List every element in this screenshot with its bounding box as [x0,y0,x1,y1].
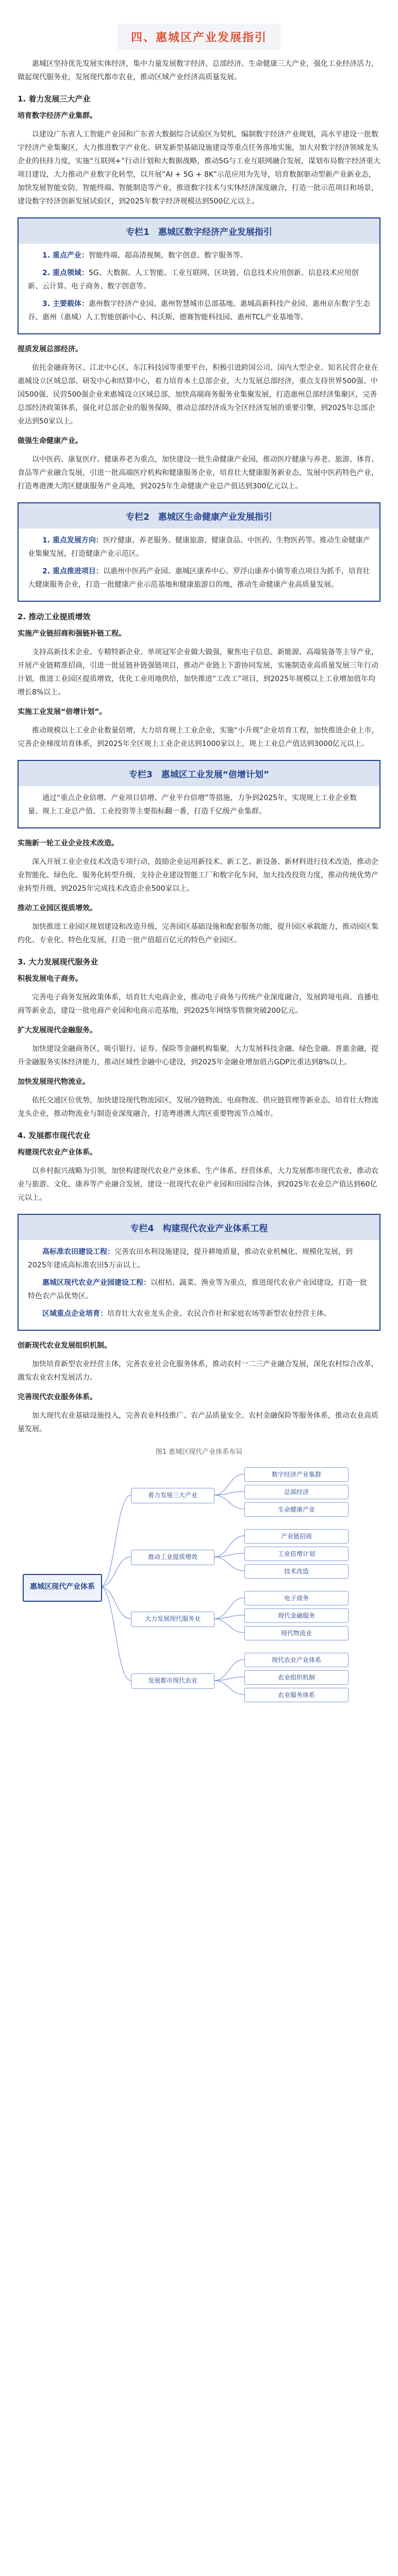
column-box-1-item-label: 2. 重点领域： [42,269,89,277]
column-box-4-item-label: 惠城区现代农业产业园建设工程： [42,1279,151,1287]
column-box-2-item [28,534,370,561]
column-box-4-item-label: 区域重点企业培育： [42,1310,107,1318]
diagram-leaf-node: 农业组织机制 [244,1670,349,1685]
part3-sub2-heading: 扩大发展现代金融服务。 [18,1026,97,1035]
column-box-2-title: 专栏2 惠城区生命健康产业发展指引 [19,503,379,529]
column-box-4-item-label: 高标准农田建设工程： [42,1248,114,1256]
intro-paragraph: 惠城区坚持优先发展实体经济，集中力量发展数字经济、总部经济、生命健康三大产业，强化工业经济活力，做起现代服务业，发展现代都市农业，推动区域产业经济高质量发展。 [18,60,378,81]
diagram-connector [213,1557,244,1571]
part1-sub3-text: 以中医药、康复医疗、健康养老为重点，加快建设一批生命健康产业园，推动医疗健康与养老、旅游、体育、食品等产业融合发展，引进一批高端医疗机构和健康服务企业，培育壮大健康服务新业态，发展中医药特色产业，打造粤港澳大湾区健康服务产业高地，到2025年生命健康产业总产值达到300亿元以上。 [18,455,378,490]
column-box-1-item-text: 惠州数字经济产业园、惠州智慧城市总部基地、惠城高新科技产业园、惠州京东数字生态谷、惠州（惠城）人工智能创新中心、科沃斯、德赛智能科技园、惠州TCL产业基地等。 [28,300,370,321]
column-box-3 [18,760,380,828]
diagram-connector [100,1557,131,1587]
column-box-3-text: 通过“重点企业倍增、产业项目倍增、产业平台倍增”等措施，力争到2025年，实现规上工业企业数量、规上工业总产值、工业投资等主要指标翻一番，打造千亿级产业集群。 [28,794,357,816]
column-box-4-item [28,1276,370,1303]
part4-sub3-heading: 完善现代农业服务体系。 [18,1393,97,1401]
diagram-leaf-node: 现代金融服务 [244,1608,349,1623]
part1-heading: 1. 着力发展三大产业 [18,94,91,104]
part4-sub1-heading: 构建现代农业产业体系。 [18,1148,97,1157]
section-title: 四、惠城区产业发展指引 [118,24,280,50]
diagram-leaf-node: 农业服务体系 [244,1688,349,1702]
part1-sub2-heading: 提质发展总部经济。 [18,345,82,353]
section-title-wrap [18,0,380,50]
diagram-connector [213,1495,244,1509]
part2-sub3-text: 深入开展工业企业技术改造专项行动，鼓励企业运用新技术、新工艺、新设备、新材料进行技术改造，推动企业智能化、绿色化、服务化转型升级，支持企业建设智能工厂和数字化车间，加大技改投资力度，推动传统优势产业转型升级，到2025年完成技术改造企业500家以上。 [18,858,378,893]
column-box-3-title: 专栏3 惠城区工业发展“倍增计划” [19,761,379,786]
column-box-4-title: 专栏4 构建现代农业产业体系工程 [19,1215,379,1240]
column-box-1-item [28,249,370,262]
diagram-branch-node: 推动工业提质增效 [131,1550,214,1565]
diagram-branch-node: 发展都市现代农业 [131,1673,214,1689]
part3-sub2-text: 加快建设金融商务区，吸引银行、证券、保险等金融机构集聚，大力发展科技金融、绿色金融、普惠金融，提升金融服务实体经济能力，推动区域性金融中心建设，到2025年金融业增加值占GDP比重达到8%以上。 [18,1045,378,1066]
part1-sub2-text: 依托金融商务区、江北中心区、东江科技园等重要平台，积极引进跨国公司、国内大型企业、知名民营企业在惠城设立区域总部、研发中心和结算中心，着力培育本土总部企业，大力发展总部经济，重点支持世界500强、中国500强、民营500强企业来惠城设立区域总部，加快高端商务服务业集聚发展，打造惠州总部经济集聚区，完善总部经济政策体系，强化对总部企业的服务保障，推动总部经济成为全区经济发展的重要引擎，到2025年总部企业达到50家以上。 [18,364,378,426]
part2-sub2-heading: 实施工业发展“倍增计划”。 [18,708,107,716]
part2-sub4-text: 加快推进工业园区规划建设和改造升级，完善园区基础设施和配套服务功能，提升园区承载能力，推动园区集约化、专业化、特色化发展，打造一批产值超百亿元的特色产业园区。 [18,923,378,944]
diagram-leaf-node: 技术改造 [244,1564,349,1579]
part4-sub3-text: 加大现代农业基础设施投入，完善农业科技推广、农产品质量安全、农村金融保险等服务体系，推动农业高质量发展。 [18,1412,378,1433]
diagram-connector [100,1587,131,1681]
column-box-4-item [28,1245,370,1272]
column-box-2-item [28,565,370,591]
column-box-4-item-text: 培育壮大农业龙头企业、农民合作社和家庭农场等新型农业经营主体。 [107,1310,331,1318]
column-box-1-item-label: 3. 主要载体： [42,300,89,308]
column-box-2-item-label: 1. 重点发展方向： [42,536,103,545]
diagram-root-node: 惠城区现代产业体系 [23,1574,102,1602]
diagram-branch-node: 大力发展现代服务业 [131,1612,214,1627]
part4-heading: 4. 发展都市现代农业 [18,1131,91,1140]
column-box-4 [18,1214,380,1331]
column-box-1-item [28,297,370,324]
diagram-connector [100,1495,131,1587]
diagram-leaf-node: 电子商务 [244,1591,349,1605]
column-box-1-item [28,266,370,293]
diagram-leaf-node: 现代农业产业体系 [244,1653,349,1667]
diagram-connector [100,1587,131,1619]
part3-sub1-heading: 积极发展电子商务。 [18,975,82,983]
column-box-2-item-text: 以惠州中医药产业园、惠城区康养中心、罗浮山康养小镇等重点项目为抓手，培育壮大健康服务企业，打造一批健康产业示范基地和健康旅游目的地，推动生命健康产业高质量发展。 [28,567,370,589]
diagram-leaf-node: 产业链招商 [244,1529,349,1544]
column-box-2 [18,502,380,602]
diagram-leaf-node: 数字经济产业集群 [244,1467,349,1482]
part3-sub1-text: 完善电子商务发展政策体系，培育壮大电商企业，推动电子商务与传统产业深度融合，发展跨境电商、直播电商等新业态，建设一批电商产业园和电商示范基地，到2025年网络零售额突破200亿元。 [18,993,378,1015]
part2-sub1-heading: 实施产业链招商和强链补链工程。 [18,630,126,638]
column-box-1-item-text: 5G、大数据、人工智能、工业互联网、区块链、信息技术应用创新、信息技术应用创新、云计算、电子商务、数字创意等。 [28,269,359,291]
diagram-leaf-node: 现代物流业 [244,1626,349,1640]
figure-title: 图1 惠城区现代产业体系布局 [155,1448,243,1456]
part4-sub1-text: 以乡村振兴战略为引领，加快构建现代农业产业体系、生产体系、经营体系，大力发展都市现代农业，推动农业与旅游、文化、康养等产业融合发展，建设一批现代农业产业园和田园综合体，到2025年农业总产值达到60亿元以上。 [18,1167,378,1202]
column-box-2-item-label: 2. 重点推进项目： [42,567,103,575]
part2-sub3-heading: 实施新一轮工业企业技术改造。 [18,839,119,848]
diagram-branch-node: 着力发展三大产业 [131,1488,214,1503]
part1-sub1-text: 以建设广东省人工智能产业园和广东省大数据综合试验区为契机，编制数字经济产业规划，高水平建设一批数字经济产业集聚区，大力推进数字产业化、研发新型基础设施建设等重点任务落地实施，加大对数字经济领域龙头企业的扶持力度，实施“互联网+”行动计划和大数据战略，推动5G与工业互联网融合发展，谋划布局数字经济重大项目建设，大力推动产业数字化转型，以开展“AI + 5G + 8K”示范应用为先导，培育数据驱动型新产业新业态，加快发展智能安防、智能终端、智能制造等产业，推进数字技术与实体经济深度融合，打造一批示范项目和场景，建设数字经济创新发展试验区，到2025年数字经济规模达到500亿元以上。 [18,130,380,206]
column-box-1-item-text: 智能终端、超高清视频、数字创意、数字服务等。 [88,251,247,260]
diagram-connector [213,1681,244,1694]
part2-sub2-text: 推动规模以上工业企业数量倍增，大力培育规上工业企业，实施“小升规”企业培育工程，加快推进企业上市，完善企业梯度培育体系，到2025年全区规上工业企业达到1000家以上，规上工业总产值达到3000亿元以上。 [18,726,379,748]
part1-sub3-heading: 做强生命健康产业。 [18,437,82,445]
column-box-2-item-text: 医疗健康、养老服务、健康旅游、健康食品、中医药、生物医药等。推动生命健康产业集聚发展，打造健康产业示范区。 [28,536,370,558]
column-box-4-item-text: 完善农田水利设施建设，提升耕地质量，推动农业机械化、规模化发展，到2025年建成高标准农田5万亩以上。 [28,1248,353,1269]
column-box-4-item [28,1307,370,1320]
part2-sub1-text: 支持高新技术企业、专精特新企业、单项冠军企业做大做强，聚焦电子信息、新能源、高端装备等主导产业，开展产业链精准招商，引进一批延链补链强链项目，推动产业链上下游协同发展，实施制造业高质量发展三年行动计划，推进工业园区提质增效，优化工业用地供给，加快推进“工改工”项目，到2025年规模以上工业增加值年均增长8%以上。 [18,648,378,697]
column-box-1-item-label: 1. 重点产业： [42,251,89,260]
part1-sub1-heading: 培育数字经济产业集群。 [18,112,97,120]
part3-sub3-heading: 加快发展现代物流业。 [18,1078,90,1086]
column-box-4-item-text: 以柑桔、蔬菜、渔业等为重点，推进现代农业产业园建设，打造一批特色农产品优势区。 [28,1279,367,1300]
column-box-1-title: 专栏1 惠城区数字经济产业发展指引 [19,218,379,244]
part3-heading: 3. 大力发展现代服务业 [18,957,98,967]
part2-sub4-heading: 推动工业园区提质增效。 [18,904,97,912]
part3-sub3-text: 依托交通区位优势，加快建设现代物流园区，发展冷链物流、电商物流、供应链管理等新业态，培育壮大物流龙头企业，推动物流业与制造业深度融合，打造粤港澳大湾区重要物流节点城市。 [18,1096,378,1118]
diagram-leaf-node: 工业倍增计划 [244,1547,349,1561]
diagram-connector [213,1619,244,1633]
diagram-leaf-node: 生命健康产业 [244,1502,349,1517]
part4-sub2-heading: 创新现代农业发展组织机制。 [18,1342,111,1350]
diagram-leaf-node: 总部经济 [244,1485,349,1499]
part2-heading: 2. 推动工业提质增效 [18,612,91,621]
column-box-1 [18,217,380,334]
industry-system-diagram [18,1463,380,1710]
part4-sub2-text: 加快培育新型农业经营主体，完善农业社会化服务体系，推动农村一二三产业融合发展，深化农村综合改革，激发农业农村发展活力。 [18,1360,378,1382]
